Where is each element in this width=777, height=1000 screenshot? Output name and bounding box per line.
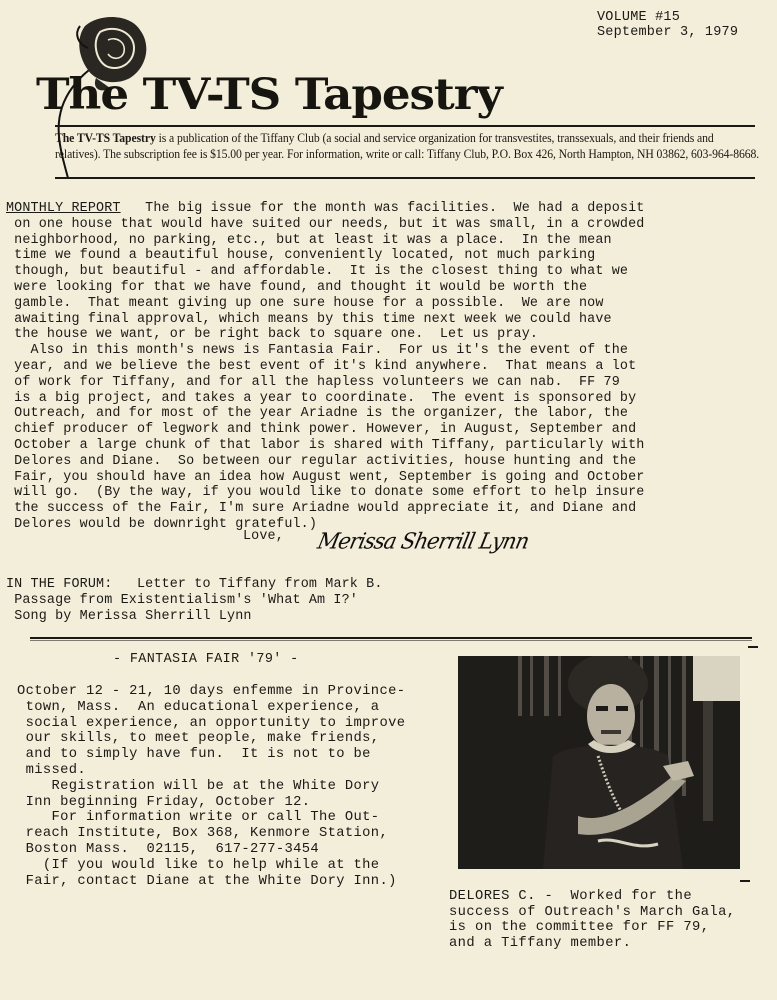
report-line: gamble. That meant giving up one sure house for a possible. We are now: [6, 295, 604, 311]
fair-line: Inn beginning Friday, October 12.: [17, 794, 311, 810]
masthead-rule-top: [55, 125, 755, 127]
report-line: Also in this month's news is Fantasia Fair. For us it's the event of the: [6, 343, 629, 359]
fair-line: For information write or call The Out-: [17, 810, 380, 826]
report-line: on one house that would have suited our needs, but it was small, in a crowded: [6, 216, 645, 232]
forum-item: Song by Merissa Sherrill Lynn: [14, 608, 252, 624]
masthead-rule-bottom: [55, 177, 755, 179]
monthly-report-heading: MONTHLY REPORT: [6, 201, 121, 216]
fair-line: social experience, an opportunity to improve: [17, 715, 406, 731]
blurb-text: is a publication of the Tiffany Club (a social and service organization for transvestites, transsexuals, and their friends and relatives). The subscription fee is $15.00 per year. For information, write or call: Tiffany Club, P.O. Box 426, North Hampton, NH 03862, 603-964-8668.: [55, 131, 760, 161]
fair-line: (If you would like to help while at the: [17, 857, 380, 873]
forum-item: Letter to Tiffany from Mark B.: [136, 577, 383, 592]
caption-line: is on the committee for FF 79,: [449, 920, 710, 936]
report-line: time we found a beautiful house, conveniently located, not much parking: [6, 248, 596, 264]
report-line: The big issue for the month was facilities. We had a deposit: [120, 201, 645, 216]
dash-mark: [748, 646, 758, 648]
report-line: Delores would be downright grateful.): [6, 516, 318, 532]
dash-mark: [740, 880, 750, 882]
report-line: October a large chunk of that labor is shared with Tiffany, particularly with: [6, 437, 645, 453]
report-line: is a big project, and takes a year to coordinate. The event is sponsored by: [6, 390, 637, 406]
section-divider-shadow: [30, 640, 752, 641]
report-line: neighborhood, no parking, etc., but at least it was a place. In the mean: [6, 232, 612, 248]
caption-line: DELORES C. - Worked for the: [449, 889, 693, 904]
photo-caption: [449, 889, 735, 951]
volume-number: VOLUME #15: [597, 10, 681, 25]
monthly-report: [6, 201, 645, 533]
photo-image: [458, 656, 740, 869]
section-divider: [30, 637, 752, 639]
fantasia-fair-heading: - FANTASIA FAIR '79' -: [113, 652, 299, 667]
fair-line: missed.: [17, 762, 87, 778]
publication-blurb: [55, 131, 762, 162]
report-line: awaiting final approval, which means by this time next week we could have: [6, 311, 612, 327]
fair-line: and to simply have fun. It is not to be: [17, 747, 371, 763]
report-line: year, and we believe the best event of it's kind anywhere. That means a lot: [6, 358, 637, 374]
fantasia-fair-body: [17, 684, 405, 889]
forum-item: Passage from Existentialism's 'What Am I?': [14, 592, 358, 608]
blurb-lead: The TV-TS Tapestry: [55, 131, 156, 145]
report-line: were looking for that we have found, and thought it would be worth the: [6, 279, 588, 295]
signature: Merissa Sherrill Lynn: [315, 528, 531, 554]
forum-section: [6, 577, 383, 624]
fair-line: Registration will be at the White Dory: [17, 778, 380, 794]
issue-info: [597, 10, 738, 40]
fair-line: Boston Mass. 02115, 617-277-3454: [17, 841, 320, 857]
issue-date: September 3, 1979: [597, 25, 739, 40]
forum-label: IN THE FORUM:: [6, 577, 113, 592]
portrait-photo: [458, 656, 740, 869]
fair-line: Fair, contact Diane at the White Dory Inn.): [17, 873, 397, 889]
fair-line: our skills, to meet people, make friends,: [17, 731, 380, 747]
report-line: the success of the Fair, I'm sure Ariadne would appreciate it, and Diane and: [6, 501, 637, 517]
fair-line: town, Mass. An educational experience, a: [17, 699, 380, 715]
report-line: Delores and Diane. So between our regular activities, house hunting and the: [6, 453, 637, 469]
report-line: chief producer of legwork and think power. However, in August, September and: [6, 422, 637, 438]
report-line: Outreach, and for most of the year Ariadne is the organizer, the labor, the: [6, 406, 629, 422]
report-line: will go. (By the way, if you would like to donate some effort to help insure: [6, 485, 645, 501]
caption-line: and a Tiffany member.: [449, 935, 632, 951]
fair-line: reach Institute, Box 368, Kenmore Station,: [17, 826, 389, 842]
caption-line: success of Outreach's March Gala,: [449, 904, 736, 920]
newsletter-title: The TV-TS Tapestry: [36, 70, 502, 120]
report-line: though, but beautiful - and affordable. It is the closest thing to what we: [6, 264, 629, 280]
report-line: of work for Tiffany, and for all the hapless volunteers we can nab. FF 79: [6, 374, 620, 390]
report-line: Fair, you should have an idea how August went, September is going and October: [6, 469, 645, 485]
closing-love: Love,: [243, 529, 284, 544]
fair-line: October 12 - 21, 10 days enfemme in Province-: [17, 684, 406, 699]
report-line: the house we want, or be right back to square one. Let us pray.: [6, 327, 539, 343]
